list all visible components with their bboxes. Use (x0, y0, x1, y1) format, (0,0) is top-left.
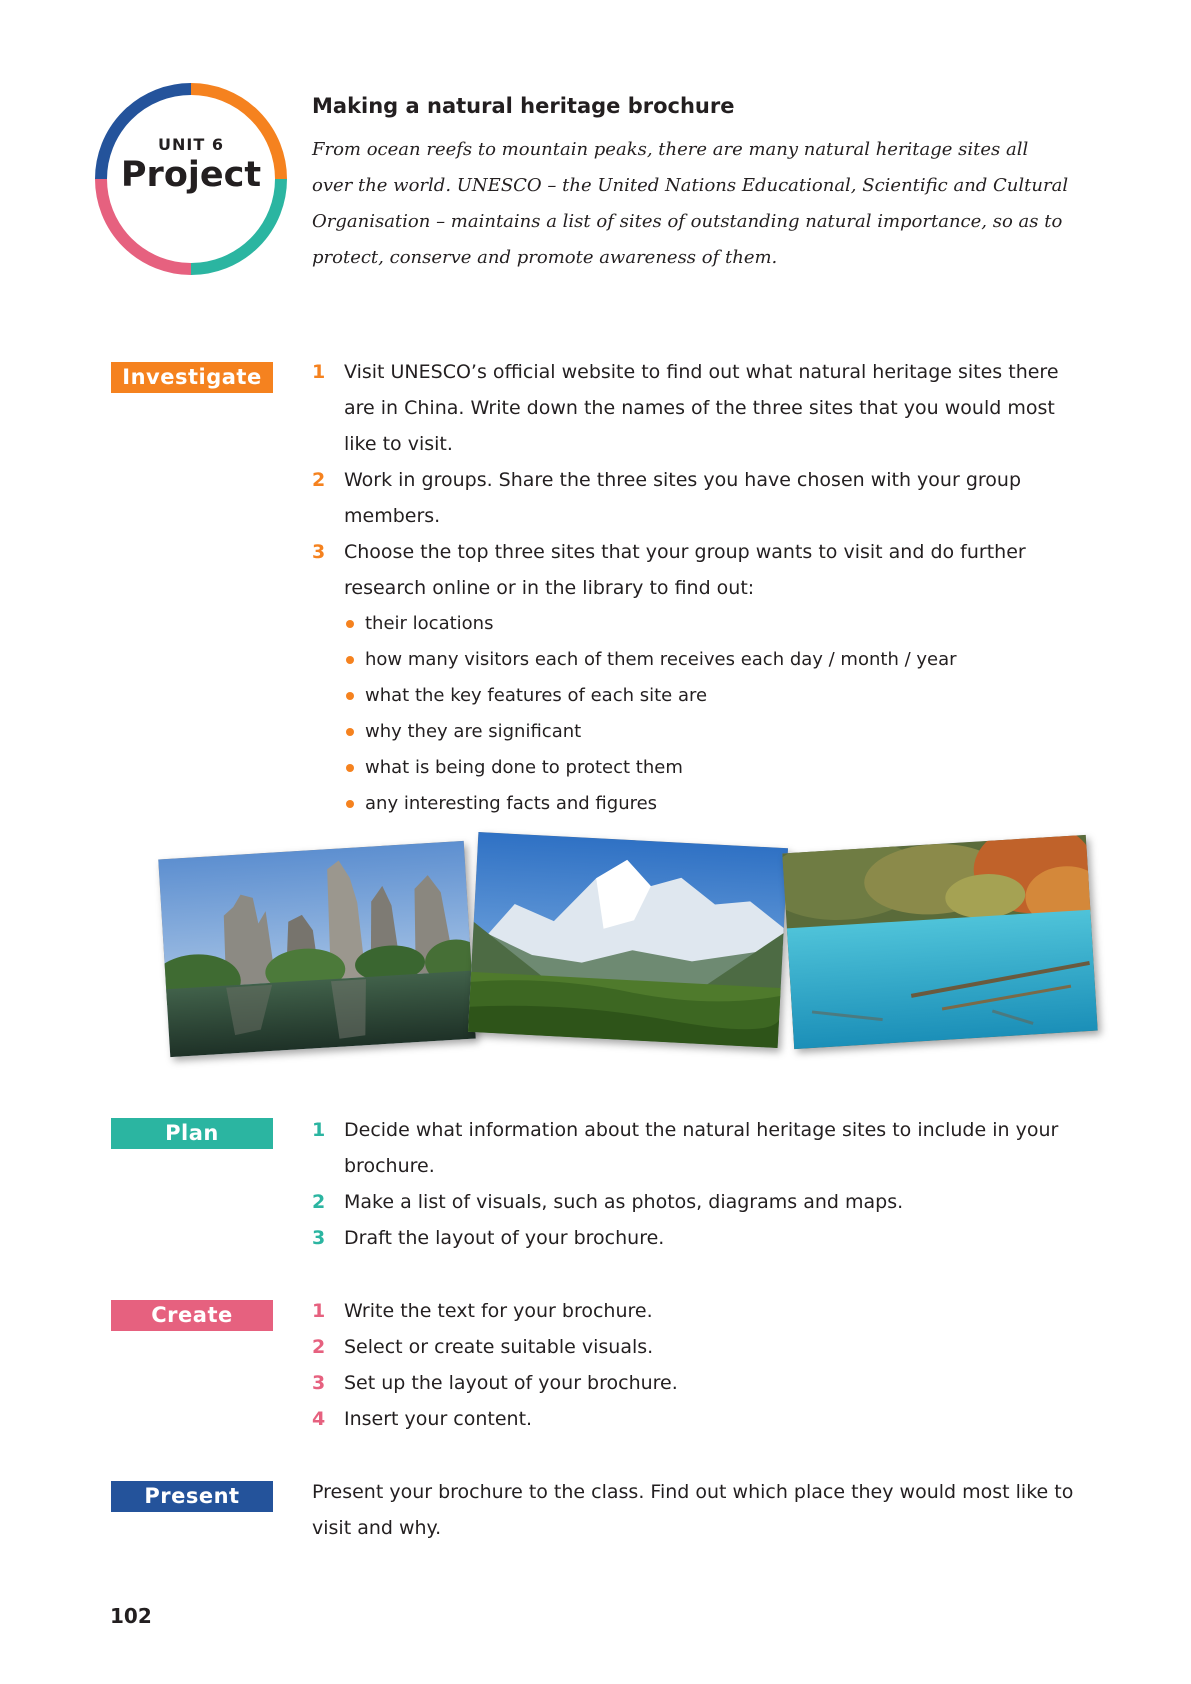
unit-label: UNIT 6 (158, 135, 224, 154)
bullet-text: any interesting facts and figures (365, 793, 658, 814)
step-number: 2 (312, 1336, 326, 1358)
create-label: Create (111, 1300, 273, 1331)
list-item (312, 1401, 1082, 1437)
bullet-item (344, 750, 1082, 786)
step-number: 3 (312, 541, 326, 563)
step-text: Set up the layout of your brochure. (344, 1372, 678, 1394)
list-item (312, 1329, 1082, 1365)
step-text: Select or create suitable visuals. (344, 1336, 654, 1358)
bullet-text: what is being done to protect them (365, 757, 683, 778)
list-item (312, 1365, 1082, 1401)
turquoise-lake-photo (782, 835, 1097, 1049)
present-label: Present (111, 1481, 273, 1512)
bullet-dot-icon (346, 800, 354, 808)
intro-paragraph: From ocean reefs to mountain peaks, there are many natural heritage sites all over the world. UNESCO – the United Nations Educational, Scientific and Cultural Organisation – maintains a list of sites of outstanding natural importance, so as to protect, conserve and promote awareness of them. (312, 139, 1069, 268)
bullet-item (344, 678, 1082, 714)
bullet-text: why they are significant (365, 721, 582, 742)
investigate-steps (312, 354, 1082, 822)
bullet-dot-icon (346, 764, 354, 772)
bullet-item (344, 642, 1082, 678)
list-item (312, 534, 1082, 822)
plan-steps (312, 1112, 1082, 1256)
plan-label: Plan (111, 1118, 273, 1149)
step-number: 3 (312, 1372, 326, 1394)
step-number: 1 (312, 361, 326, 383)
step-text: Draft the layout of your brochure. (344, 1227, 665, 1249)
list-item (312, 354, 1082, 462)
bullet-text: their locations (365, 613, 494, 634)
step-number: 2 (312, 1191, 326, 1213)
create-steps (312, 1293, 1082, 1437)
stone-forest-photo (158, 841, 476, 1057)
step-text: Choose the top three sites that your group wants to visit and do further research online or in the library to find out: (344, 541, 1026, 599)
snow-mountain-photo (468, 832, 788, 1048)
step-text: Decide what information about the natural heritage sites to include in your brochure. (344, 1119, 1059, 1177)
list-item (312, 1293, 1082, 1329)
bullet-item (344, 786, 1082, 822)
bullet-text: what the key features of each site are (365, 685, 708, 706)
bullet-dot-icon (346, 728, 354, 736)
step-number: 2 (312, 469, 326, 491)
bullet-dot-icon (346, 656, 354, 664)
bullet-item (344, 606, 1082, 642)
step-number: 1 (312, 1300, 326, 1322)
present-text: Present your brochure to the class. Find out which place they would most like to visit and why. (312, 1481, 1074, 1539)
step-text: Visit UNESCO’s official website to find out what natural heritage sites there are in China. Write down the names of the three sites that you would most like to visit. (344, 361, 1059, 455)
step-number: 1 (312, 1119, 326, 1141)
step-number: 4 (312, 1408, 326, 1430)
step-number: 3 (312, 1227, 326, 1249)
list-item (312, 462, 1082, 534)
step-text: Make a list of visuals, such as photos, diagrams and maps. (344, 1191, 904, 1213)
page-title: Making a natural heritage brochure (312, 94, 735, 118)
list-item (312, 1184, 1082, 1220)
unit-badge (95, 83, 287, 275)
step-text: Insert your content. (344, 1408, 533, 1430)
bullet-item (344, 714, 1082, 750)
investigate-label: Investigate (111, 362, 273, 393)
list-item (312, 1220, 1082, 1256)
bullet-dot-icon (346, 620, 354, 628)
bullet-dot-icon (346, 692, 354, 700)
bullet-text: how many visitors each of them receives each day / month / year (365, 649, 957, 670)
unit-title: Project (120, 155, 262, 195)
bullet-list (344, 606, 1082, 822)
list-item (312, 1112, 1082, 1184)
step-text: Work in groups. Share the three sites you have chosen with your group members. (344, 469, 1022, 527)
step-text: Write the text for your brochure. (344, 1300, 653, 1322)
page-number: 102 (110, 1604, 152, 1628)
